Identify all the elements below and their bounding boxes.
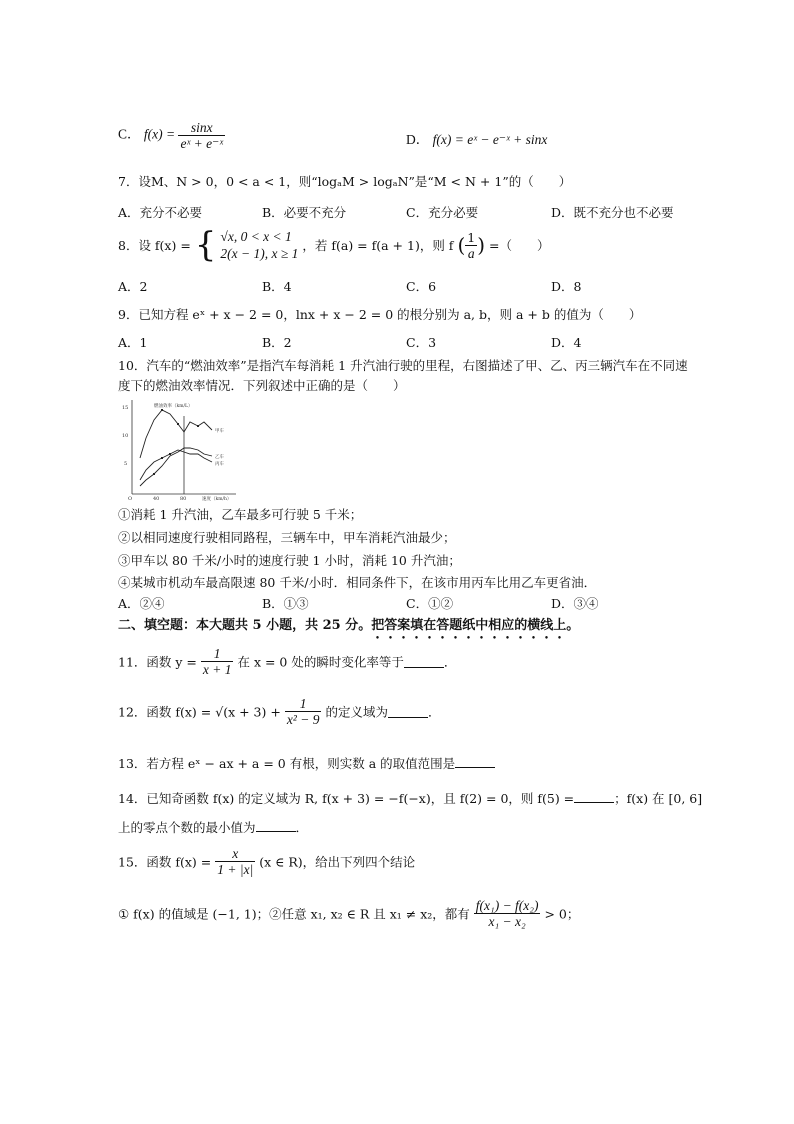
- q11-pre: 11．函数 y =: [118, 654, 197, 670]
- q7-option-b: B．必要不充分: [262, 205, 347, 220]
- q10-chart: [118, 396, 240, 502]
- q11-answer-blank[interactable]: [404, 655, 444, 668]
- q11-fraction: [201, 646, 234, 677]
- q8-option-d: D．8: [551, 279, 582, 294]
- q8-option-b: B．4: [262, 279, 292, 294]
- q6-d-label: D．: [406, 132, 430, 147]
- q8-frac-num: 1: [467, 229, 476, 245]
- q6-c-fraction: [178, 120, 225, 151]
- q12-end: ．: [427, 704, 441, 720]
- q13-answer-blank[interactable]: [455, 755, 495, 768]
- q12: [118, 696, 440, 727]
- section-2-heading: [118, 614, 579, 642]
- q15-c1: ① f(x) 的值域是 (−1, 1)；②任意 x₁, x₂ ∈ R 且 x₁ ≠ x₂，都有: [118, 906, 470, 922]
- q7-option-a: A．充分不必要: [118, 205, 203, 220]
- q12-post: 的定义域为: [325, 704, 388, 720]
- q10-option-b: B．①③: [262, 596, 309, 611]
- q12-answer-blank[interactable]: [388, 705, 428, 718]
- q14-answer-blank-1[interactable]: [574, 790, 614, 803]
- section-2-tail: 把答案填在答题纸中相应的横线上。: [371, 618, 580, 633]
- q8-prefix: 8．设 f(x) =: [118, 238, 191, 253]
- section-2-head: 二、填空题：本大题共 5 小题，共 25 分。: [118, 618, 372, 633]
- q7-option-d: D．既不充分也不必要: [551, 205, 674, 220]
- q10-statement-1: ①消耗 1 升汽油，乙车最多可行驶 5 千米；: [118, 507, 363, 522]
- q15-fraction: [215, 846, 255, 877]
- q10-option-a: A．②④: [118, 596, 165, 611]
- q6-c-fx: f(x) =: [143, 126, 176, 142]
- q10-line-2: 度下的燃油效率情况．下列叙述中正确的是（ ）: [118, 378, 406, 393]
- chart-ytick-10: 10: [122, 433, 129, 439]
- q6-option-c: [118, 120, 225, 151]
- chart-xtick-40: 40: [153, 496, 160, 502]
- q10-line-1: 10．汽车的“燃油效率”是指汽车每消耗 1 升汽油行驶的里程，右图描述了甲、乙、丙三辆汽车在不同速: [118, 358, 688, 373]
- q14-line-1: [118, 789, 702, 807]
- q11-end: ．: [443, 654, 457, 670]
- q15-num: x: [215, 846, 255, 862]
- q15-conclusions: [118, 898, 579, 929]
- q6-option-d: [406, 128, 547, 148]
- q14-end: ．: [295, 820, 309, 835]
- chart-xlabel: 速度（km/h）: [202, 497, 232, 502]
- chart-point: [161, 409, 163, 411]
- q8-option-a: A．2: [118, 279, 148, 294]
- q12-pre: 12．函数 f(x) = √(x + 3) +: [118, 704, 281, 720]
- chart-ytick-5: 5: [124, 461, 128, 467]
- chart-xtick-80: 80: [180, 496, 187, 502]
- chart-label-yi: 乙车: [215, 455, 224, 460]
- q8-stem: 8．设 f(x) = { √x, 0 < x < 1 2(x − 1), x ≥ 1 ，若 f(a) = f(a + 1)，则 f ( $\frac{1}{a}$ ) =（ ）: [118, 225, 550, 265]
- q8-fraction: [465, 230, 477, 261]
- q9-option-b: B．2: [262, 335, 292, 350]
- q8-case-2: 2(x − 1), x ≥ 1: [220, 246, 299, 261]
- q8-cases: [220, 228, 298, 262]
- q10-option-d: D．③④: [551, 596, 599, 611]
- chart-point: [169, 453, 171, 455]
- q15-post: (x ∈ R)，给出下列四个结论: [259, 854, 416, 870]
- q12-den: x² − 9: [286, 712, 320, 727]
- q15-c-end: > 0；: [544, 906, 580, 922]
- chart-ylabel: 燃油效率（km/L）: [154, 404, 193, 409]
- q9-option-c: C．3: [406, 335, 437, 350]
- q7-option-c: C．充分必要: [406, 205, 479, 220]
- q8-frac-den: a: [467, 245, 475, 261]
- chart-label-bing: 丙车: [215, 462, 224, 467]
- q14-line-2: [118, 818, 308, 836]
- q15-c-num: f(x₁) − f(x₂): [475, 898, 539, 913]
- series-yi: [140, 448, 212, 486]
- q10-statement-4: ④某城市机动车最高限速 80 千米/小时．相同条件下，在该市用丙车比用乙车更省油．: [118, 575, 597, 590]
- q9-option-d: D．4: [551, 335, 582, 350]
- q14-line2: 上的零点个数的最小值为: [118, 820, 256, 835]
- q8-mid: ，若 f(a) = f(a + 1)，则 f: [302, 238, 454, 253]
- q14-line1b: ；f(x) 在 [0, 6]: [614, 791, 703, 806]
- chart-point: [153, 473, 155, 475]
- q11-den: x + 1: [202, 662, 232, 677]
- q6-d-expr: f(x) = eˣ − e⁻ˣ + sinx: [432, 132, 548, 147]
- chart-point: [177, 423, 179, 425]
- q10-statement-3: ③甲车以 80 千米/小时的速度行驶 1 小时，消耗 10 升汽油；: [118, 553, 461, 568]
- chart-point: [197, 425, 199, 427]
- q11-post: 在 x = 0 处的瞬时变化率等于: [237, 654, 404, 670]
- chart-label-jia: 甲车: [215, 429, 224, 434]
- chart-point: [161, 457, 163, 459]
- q6-c-denominator: eˣ + e⁻ˣ: [180, 136, 224, 151]
- q9-stem: 9．已知方程 eˣ + x − 2 = 0，lnx + x − 2 = 0 的根分别为 a, b，则 a + b 的值为（ ）: [118, 307, 642, 322]
- q13: [118, 754, 495, 772]
- q8-case-1: √x, 0 < x < 1: [220, 229, 292, 244]
- q6-c-label: C．: [118, 126, 141, 142]
- chart-xtick-o: O: [128, 496, 133, 502]
- q6-c-numerator: sinx: [178, 120, 225, 136]
- q13-text: 13．若方程 eˣ − ax + a = 0 有根，则实数 a 的取值范围是: [118, 756, 456, 771]
- q12-num: 1: [285, 696, 322, 712]
- q12-fraction: [285, 696, 322, 727]
- q8-brace: {: [194, 225, 217, 265]
- q11-num: 1: [201, 646, 234, 662]
- q8-option-c: C．6: [406, 279, 437, 294]
- chart-ytick-15: 15: [122, 405, 129, 411]
- q9-option-a: A．1: [118, 335, 148, 350]
- q15-c-fraction: [474, 898, 541, 929]
- q10-option-c: C．①②: [406, 596, 454, 611]
- q14-answer-blank-2[interactable]: [256, 819, 296, 832]
- q15-pre: 15．函数 f(x) =: [118, 854, 212, 870]
- q14-line1: 14．已知奇函数 f(x) 的定义域为 R, f(x + 3) = −f(−x)，且 f(2) = 0，则 f(5) =: [118, 791, 575, 806]
- q15-c-den: x₁ − x₂: [488, 914, 526, 929]
- q8-suffix: =（ ）: [489, 238, 550, 253]
- q15-den: 1 + |x|: [217, 862, 254, 877]
- q7-stem: 7．设M、N > 0，0 < a < 1，则“logₐM > logₐN”是“M < N + 1”的（ ）: [118, 174, 572, 189]
- q11: [118, 646, 456, 677]
- q15-stem: [118, 846, 415, 877]
- series-bing: [140, 450, 212, 480]
- q10-statement-2: ②以相同速度行驶相同路程，三辆车中，甲车消耗汽油最少；: [118, 530, 456, 545]
